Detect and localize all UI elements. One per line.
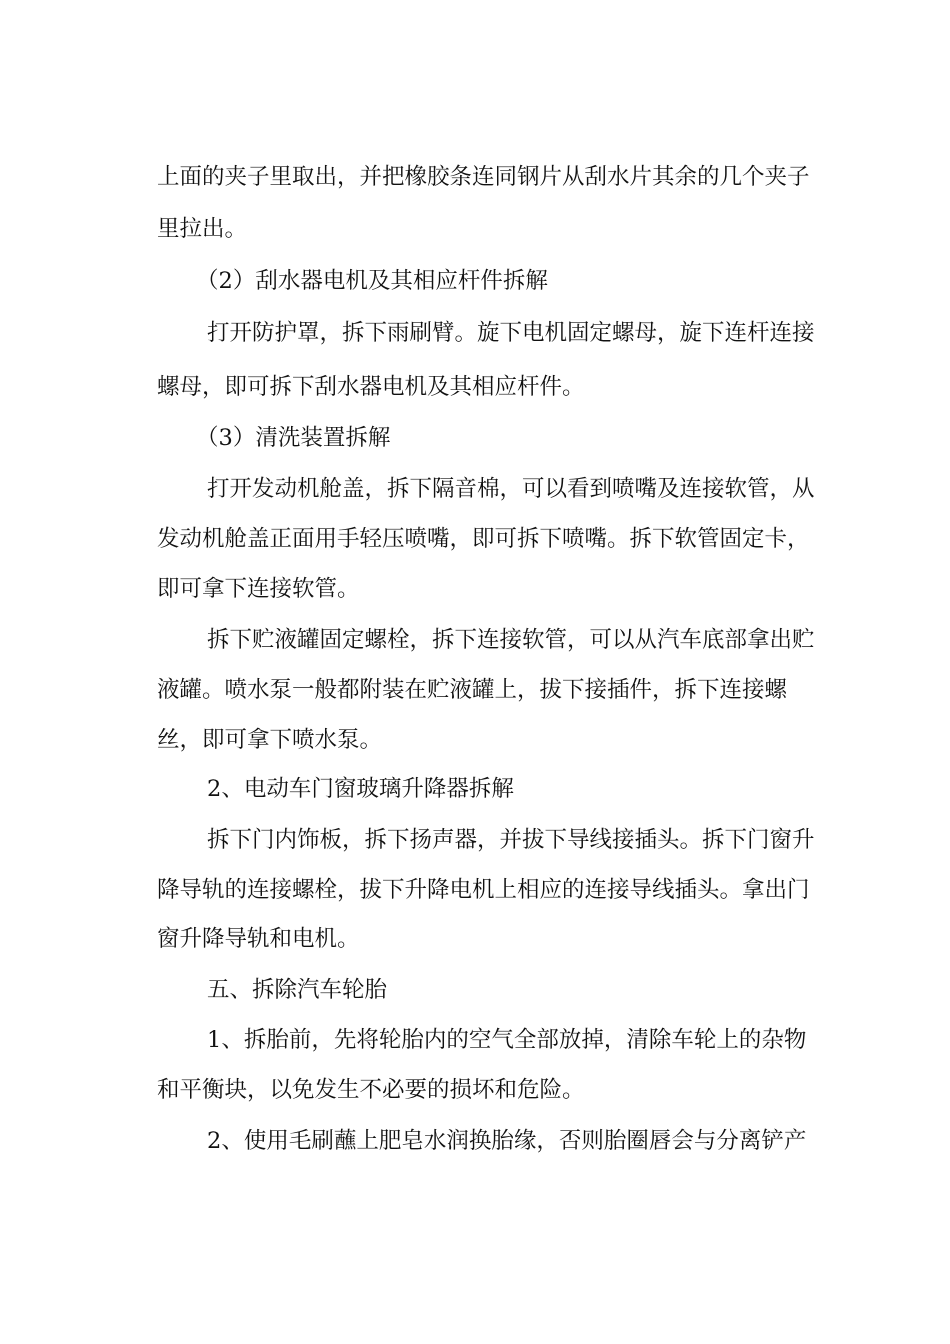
text-line: 拆下门内饰板，拆下扬声器，并拔下导线接插头。拆下门窗升 (207, 827, 815, 853)
text-line: 2、使用毛刷蘸上肥皂水润换胎缘，否则胎圈唇会与分离铲产 (207, 1128, 807, 1154)
text-line: 和平衡块，以免发生不必要的损坏和危险。 (157, 1077, 585, 1103)
text-line: 拆下贮液罐固定螺栓，拆下连接软管，可以从汽车底部拿出贮 (207, 627, 815, 653)
section-heading: （2）刮水器电机及其相应杆件拆解 (196, 268, 548, 294)
text-line: 1、拆胎前，先将轮胎内的空气全部放掉，清除车轮上的杂物 (207, 1027, 807, 1053)
text-line: 降导轨的连接螺栓，拔下升降电机上相应的连接导线插头。拿出门 (157, 877, 810, 903)
text-line: 打开发动机舱盖，拆下隔音棉，可以看到喷嘴及连接软管，从 (207, 476, 815, 502)
section-heading: 五、拆除汽车轮胎 (207, 977, 388, 1003)
section-heading: （3）清洗装置拆解 (196, 425, 391, 451)
text-line: 发动机舱盖正面用手轻压喷嘴，即可拆下喷嘴。拆下软管固定卡， (157, 526, 810, 552)
text-line: 丝，即可拿下喷水泵。 (157, 727, 383, 753)
text-line: 窗升降导轨和电机。 (157, 926, 360, 952)
text-line: 里拉出。 (157, 216, 248, 242)
section-heading: 2、电动车门窗玻璃升降器拆解 (207, 776, 514, 802)
text-line: 即可拿下连接软管。 (157, 576, 360, 602)
text-line: 螺母，即可拆下刮水器电机及其相应杆件。 (157, 374, 585, 400)
text-line: 打开防护罩，拆下雨刷臂。旋下电机固定螺母，旋下连杆连接 (207, 320, 815, 346)
text-line: 上面的夹子里取出，并把橡胶条连同钢片从刮水片其余的几个夹子 (157, 164, 810, 190)
text-line: 液罐。喷水泵一般都附装在贮液罐上，拔下接插件，拆下连接螺 (157, 677, 788, 703)
